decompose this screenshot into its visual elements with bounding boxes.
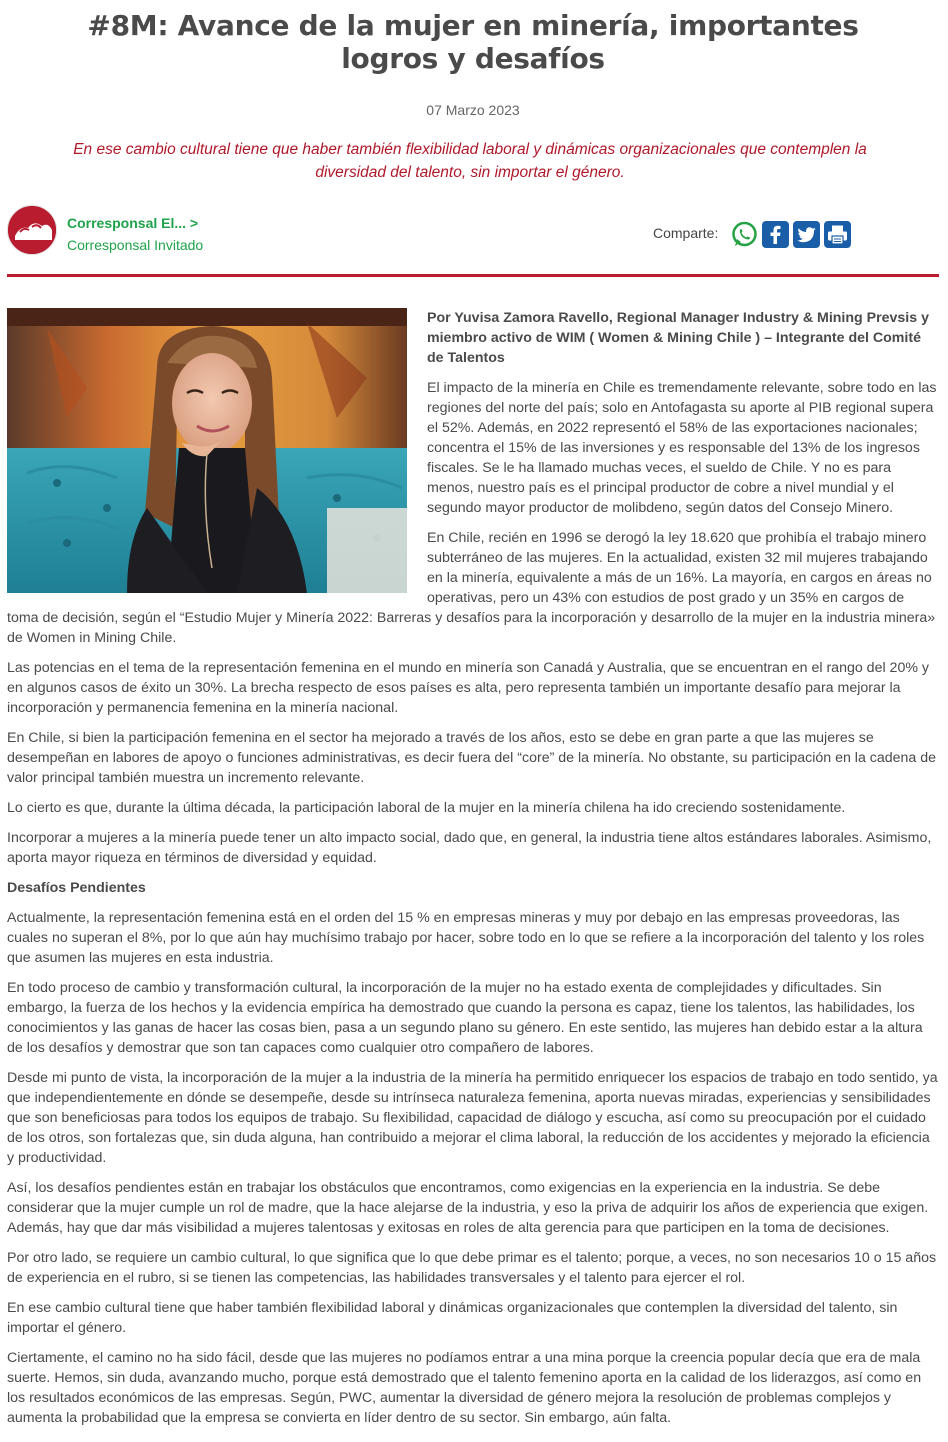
author-photo [7, 308, 407, 593]
paragraph-10: Así, los desafíos pendientes están en trabajar los obstáculos que encontramos, como exigencias en la experiencia en la industria. Se debe considerar que la mujer cumple un rol de madre, que la hace alejarse de la industria, y eso la priva de adquirir los años de experiencia que exigen. Además, hay que dar más visibilidad a mujeres talentosas y exitosas en roles de alta gerencia para que participen en la toma de decisiones. [7, 1180, 929, 1236]
article-title: #8M: Avance de la mujer en minería, importantes logros y desafíos [87, 9, 859, 75]
share-label: Comparte: [653, 225, 719, 241]
print-icon [824, 221, 851, 248]
author-credit: Por Yuvisa Zamora Ravello, Regional Manager Industry & Mining Prevsis y miembro activo de WIM ( Women & Mining Chile ) – Integrante del Comité de Talentos [427, 310, 929, 366]
paragraph-5: Lo cierto es que, durante la última década, la participación laboral de la mujer en la minería chilena ha ido creciendo sostenidamente. [7, 800, 846, 816]
whatsapp-icon [731, 221, 758, 248]
author-role: Corresponsal Invitado [67, 237, 204, 253]
paragraph-4: En Chile, si bien la participación femenina en el sector ha mejorado a través de los años, esto se debe en gran parte a que las mujeres se desempeñan en labores de apoyo o funciones administrativas, es decir fuera del “core” de la minería. No obstante, su participación en la cadena de valor principal también muestra un incremento relevante. [7, 730, 937, 786]
woman-portrait-image [7, 308, 407, 593]
paragraph-9: Desde mi punto de vista, la incorporación de la mujer a la industria de la minería ha permitido enriquecer los espacios de trabajo en todo sentido, ya que independientemente en dónde se desempeñe, desde su intrínseca naturaleza femenina, aporta nuevas miradas, experiencias y sensibilidades que son beneficiosas para todos los equipos de trabajo. Su flexibilidad, capacidad de diálogo y escucha, así como su preocupación por el cuidado de los otros, son fortalezas que, sin duda alguna, han contribuido a mejorar el clima laboral, la reducción de los accidentes y mejorado la eficiencia y productividad. [7, 1070, 938, 1166]
byline [7, 205, 939, 257]
header-divider [7, 274, 939, 277]
article-lead: En ese cambio cultural tiene que haber también flexibilidad laboral y dinámicas organizacionales que contemplen la diversidad del talento, sin importar el género. [73, 141, 867, 181]
paragraph-1: El impacto de la minería en Chile es tremendamente relevante, sobre todo en las regiones del norte del país; solo en Antofagasta su aporte al PIB regional supera el 52%. Además, en 2022 representó el 58% de las exportaciones nacionales; concentra el 15% de las inversiones y es responsable del 13% de los ingresos fiscales. Se le ha llamado muchas veces, el sueldo de Chile. Y no es para menos, nuestro país es el principal productor de cobre a nivel mundial y el segundo mayor productor de molibdeno, según datos del Consejo Minero. [427, 380, 937, 516]
paragraph-3: Las potencias en el tema de la representación femenina en el mundo en minería son Canadá y Australia, que se encuentran en el rango del 20% y en algunos casos de éxito un 30%. La brecha respecto de esos países es alta, pero representa también un importante desafío para mejorar la incorporación y permanencia femenina en la minería nacional. [7, 660, 929, 716]
paragraph-6: Incorporar a mujeres a la minería puede tener un alto impacto social, dado que, en general, la industria tiene altos estándares laborales. Asimismo, aporta mayor riqueza en términos de diversidad y equidad. [7, 830, 932, 866]
paragraph-8: En todo proceso de cambio y transformación cultural, la incorporación de la mujer no ha estado exenta de complejidades y dificultades. Sin embargo, la fuerza de los hechos y la evidencia empírica ha demostrado que cuando la persona es capaz, tiene los talentos, las habilidades, los conocimientos y las ganas de hacer las cosas bien, pasa a un segundo plano su género. En este sentido, las mujeres han debido estar a la altura de los desafíos y demostrar que son tan capaces como cualquier otro compañero de labores. [7, 980, 923, 1056]
paragraph-13: Ciertamente, el camino no ha sido fácil, desde que las mujeres no podíamos entrar a una mina porque la creencia popular decía que era de mala suerte. Hemos, sin duda, avanzando mucho, porque está demostrado que el talento femenino aporta en la calidad de los liderazgos, así como en los resultados económicos de las empresas. Según, PWC, aumentar la diversidad de género mejora la resolución de problemas complejos y aumenta la probabilidad que la empresa se convierta en líder dentro de su sector. Sin embargo, aún falta. [7, 1350, 922, 1426]
facebook-share-button[interactable] [762, 221, 789, 248]
publish-date: 07 Marzo 2023 [426, 102, 520, 118]
print-share-button[interactable] [824, 221, 851, 248]
author-avatar[interactable] [7, 205, 57, 255]
paragraph-12: En ese cambio cultural tiene que haber también flexibilidad laboral y dinámicas organizacionales que contemplen la diversidad del talento, sin importar el género. [7, 1300, 898, 1336]
facebook-icon [762, 221, 789, 248]
author-name-link[interactable]: Corresponsal El... > [67, 215, 199, 231]
paragraph-2: En Chile, recién en 1996 se derogó la ley 18.620 que prohibía el trabajo minero subterráneo de las mujeres. En la actualidad, existen 32 mil mujeres trabajando en la minería, equivalente a más de un 16%. La mayoría, en cargos en áreas no operativas, pero un 43% con estudios de post grado y un 35% en cargos de toma de decisión, según el “Estudio Mujer y Minería 2022: Barreras y desafíos para la incorporación y desarrollo de la mujer en la industria minera» de Women in Mining Chile. [7, 530, 936, 646]
article-body [7, 308, 939, 1428]
whatsapp-share-button[interactable] [731, 221, 758, 248]
twitter-icon [793, 221, 820, 248]
paragraph-7: Actualmente, la representación femenina está en el orden del 15 % en empresas mineras y muy por debajo en las empresas proveedoras, las cuales no superan el 8%, por lo que aún hay muchísimo trabajo por hacer, sobre todo en lo que se refiere a la incorporación del talento y los roles que asumen las mujeres en esta industria. [7, 910, 925, 966]
author-info [67, 214, 203, 254]
wave-logo-icon [8, 206, 57, 255]
paragraph-11: Por otro lado, se requiere un cambio cultural, lo que significa que lo que debe primar es el talento; porque, a veces, no son necesarios 10 o 15 años de experiencia en el rubro, si se tienen las competencias, las habilidades transversales y el talento para ejercer el rol. [7, 1250, 937, 1286]
share-bar [653, 221, 855, 248]
section-heading: Desafíos Pendientes [7, 880, 146, 896]
twitter-share-button[interactable] [793, 221, 820, 248]
